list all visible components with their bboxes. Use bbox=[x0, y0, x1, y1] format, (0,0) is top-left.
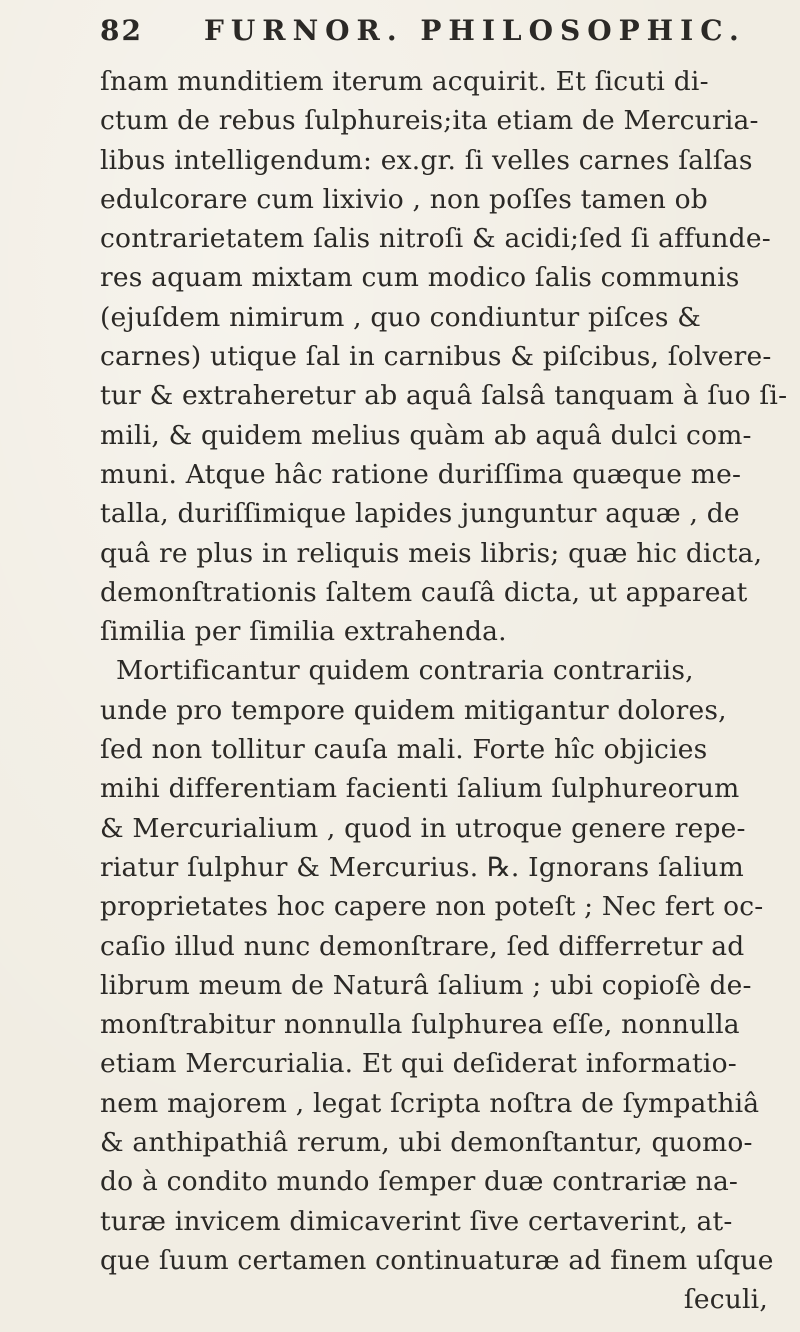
running-head bbox=[100, 14, 778, 58]
paragraph-start-line: Mortificantur quidem contraria contrariis, bbox=[116, 655, 694, 687]
text-line: libus intelligendum: ex.gr. ſi velles carnes ſalſas bbox=[100, 144, 753, 176]
text-line: librum meum de Naturâ ſalium ; ubi copioſè de- bbox=[100, 969, 752, 1001]
text-line: do à condito mundo ſemper duæ contrariæ na- bbox=[100, 1166, 739, 1198]
text-line: & Mercurialium , quod in utroque genere repe- bbox=[100, 812, 746, 844]
text-line: monſtrabitur nonnulla ſulphurea eſſe, nonnulla bbox=[100, 1009, 740, 1041]
catchword-line: ſeculi, bbox=[683, 1284, 768, 1316]
page-number: 82 bbox=[100, 14, 143, 47]
text-line: unde pro tempore quidem mitigantur dolores, bbox=[100, 694, 727, 726]
text-line: contrarietatem ſalis nitroſi & acidi;ſed ſi affunde- bbox=[100, 223, 771, 255]
text-line: demonſtrationis ſaltem cauſâ dicta, ut appareat bbox=[100, 576, 748, 608]
text-line: caſio illud nunc demonſtrare, ſed differretur ad bbox=[100, 930, 745, 962]
text-line: talla, duriſſimique lapides junguntur aquæ , de bbox=[100, 498, 740, 530]
body-text bbox=[100, 62, 788, 1320]
text-line: etiam Mercurialia. Et qui deſiderat informatio- bbox=[100, 1048, 737, 1080]
text-line: & anthipathiâ rerum, ubi demonſtantur, quomo- bbox=[100, 1127, 753, 1159]
text-line: nem majorem , legat ſcripta noſtra de ſympathiâ bbox=[100, 1087, 760, 1119]
text-line: ſed non tollitur cauſa mali. Forte hîc objicies bbox=[100, 734, 708, 766]
text-line: proprietates hoc capere non poteſt ; Nec fert oc- bbox=[100, 891, 764, 923]
text-line: edulcorare cum lixivio , non poſſes tamen ob bbox=[100, 183, 708, 215]
text-line: muni. Atque hâc ratione duriſſima quæque me- bbox=[100, 458, 742, 490]
text-line: riatur ſulphur & Mercurius. ℞. Ignorans ſalium bbox=[100, 851, 744, 883]
text-line: tur & extraheretur ab aquâ ſalsâ tanquam à ſuo ſi- bbox=[100, 380, 788, 412]
text-line: turæ invicem dimicaverint ſive certaverint, at- bbox=[100, 1205, 733, 1237]
text-line: mihi differentiam facienti ſalium ſulphureorum bbox=[100, 773, 740, 805]
text-line: quâ re plus in reliquis meis libris; quæ hic dicta, bbox=[100, 537, 763, 569]
text-line: res aquam mixtam cum modico ſalis communis bbox=[100, 262, 740, 294]
text-line: mili, & quidem melius quàm ab aquâ dulci com- bbox=[100, 419, 752, 451]
text-line: ctum de rebus ſulphureis;ita etiam de Mercuria- bbox=[100, 105, 759, 137]
running-title: FURNOR. PHILOSOPHIC. bbox=[204, 14, 746, 47]
text-line: carnes) utique ſal in carnibus & piſcibus, ſolvere- bbox=[100, 341, 772, 373]
text-line: (ejuſdem nimirum , quo condiuntur piſces & bbox=[100, 301, 702, 333]
text-line: ſnam munditiem iterum acquirit. Et ſicuti di- bbox=[100, 66, 709, 97]
text-line: que ſuum certamen continuaturæ ad finem uſque bbox=[100, 1244, 774, 1276]
text-line: ſimilia per ſimilia extrahenda. bbox=[100, 616, 507, 648]
